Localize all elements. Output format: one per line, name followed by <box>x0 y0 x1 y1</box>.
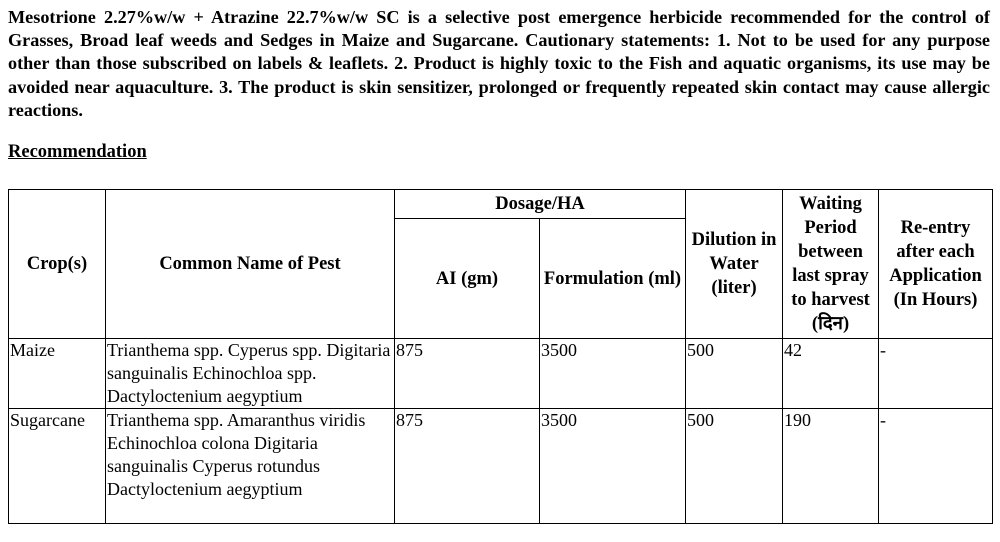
intro-paragraph: Mesotrione 2.27%w/w + Atrazine 22.7%w/w SC is a selective post emergence herbicide recommended for the control of Grasses, Broad leaf weeds and Sedges in Maize and Sugarcane. Cautionary statements: 1. Not to be used for any purpose other than those subscribed on labels & leaflets. 2. Product is highly toxic to the Fish and aquatic organisms, its use may be avoided near aquaculture. 3. The product is skin sensitizer, prolonged or frequently repeated skin contact may cause allergic reactions. <box>8 7 990 120</box>
formulation-cell: 3500 <box>540 339 686 409</box>
pest-cell: Trianthema spp. Cyperus spp. Digitaria sanguinalis Echinochloa spp. Dactyloctenium aegyptium <box>106 339 395 409</box>
header-pest: Common Name of Pest <box>106 190 395 339</box>
formulation-cell: 3500 <box>540 409 686 524</box>
crop-cell: Maize <box>9 339 106 409</box>
header-dosage-group: Dosage/HA <box>395 190 686 219</box>
header-reentry: Re-entry after each Application (In Hours) <box>879 190 993 339</box>
header-dilution: Dilution in Water (liter) <box>686 190 783 339</box>
waiting-period-cell: 190 <box>783 409 879 524</box>
waiting-period-cell: 42 <box>783 339 879 409</box>
header-crops: Crop(s) <box>9 190 106 339</box>
ai-cell: 875 <box>395 409 540 524</box>
reentry-cell: - <box>879 409 993 524</box>
header-waiting-period: Waiting Period between last spray to harvest (दिन) <box>783 190 879 339</box>
recommendation-table <box>8 189 993 524</box>
table-row <box>9 339 993 409</box>
crop-cell: Sugarcane <box>9 409 106 524</box>
dilution-cell: 500 <box>686 339 783 409</box>
pest-cell: Trianthema spp. Amaranthus viridis Echinochloa colona Digitaria sanguinalis Cyperus rotundus Dactyloctenium aegyptium <box>106 409 395 524</box>
header-ai: AI (gm) <box>395 219 540 339</box>
section-heading: Recommendation <box>8 142 147 162</box>
reentry-cell: - <box>879 339 993 409</box>
ai-cell: 875 <box>395 339 540 409</box>
dilution-cell: 500 <box>686 409 783 524</box>
header-formulation: Formulation (ml) <box>540 219 686 339</box>
table-row <box>9 409 993 524</box>
